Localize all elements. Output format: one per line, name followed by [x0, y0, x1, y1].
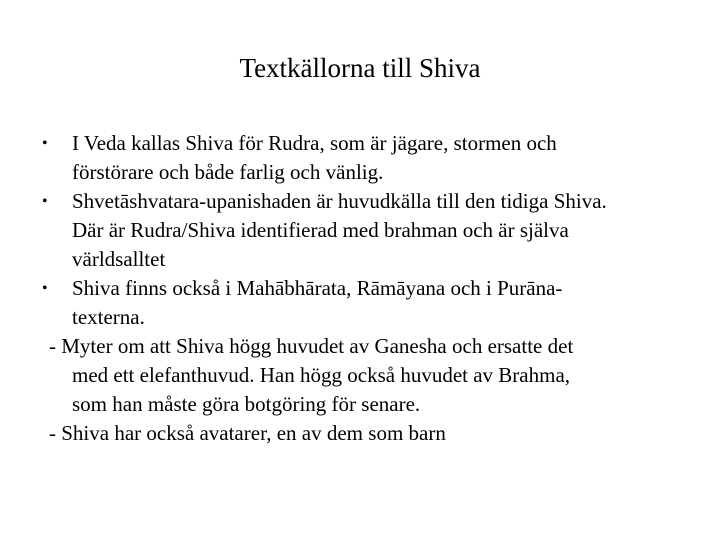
list-item-line: Där är Rudra/Shiva identifierad med brahman och är själva: [72, 218, 569, 242]
bullet-marker: •: [42, 280, 48, 297]
slide-title: Textkällorna till Shiva: [239, 53, 481, 83]
list-item-line: Shiva finns också i Mahābhārata, Rāmāyana och i Purāna-: [72, 276, 563, 300]
list-item-line: världsalltet: [72, 247, 166, 271]
bullet-marker: •: [42, 193, 48, 210]
list-item-line: texterna.: [72, 305, 145, 329]
slide-body-list: [38, 129, 698, 448]
list-item-line: I Veda kallas Shiva för Rudra, som är jägare, stormen och: [72, 131, 557, 155]
list-item: [38, 129, 698, 187]
bullet-marker: •: [42, 135, 48, 152]
list-item-line: - Myter om att Shiva högg huvudet av Ganesha och ersatte det: [49, 334, 574, 358]
list-item: [38, 274, 698, 332]
list-item-line: förstörare och både farlig och vänlig.: [72, 160, 384, 184]
list-item: [38, 332, 698, 419]
list-item: [38, 187, 698, 274]
list-item: [38, 419, 698, 448]
list-item-line: - Shiva har också avatarer, en av dem som barn: [49, 421, 446, 445]
list-item-line: Shvetāshvatara-upanishaden är huvudkälla till den tidiga Shiva.: [72, 189, 607, 213]
list-item-line: som han måste göra botgöring för senare.: [72, 392, 421, 416]
list-item-line: med ett elefanthuvud. Han högg också huvudet av Brahma,: [72, 363, 571, 387]
